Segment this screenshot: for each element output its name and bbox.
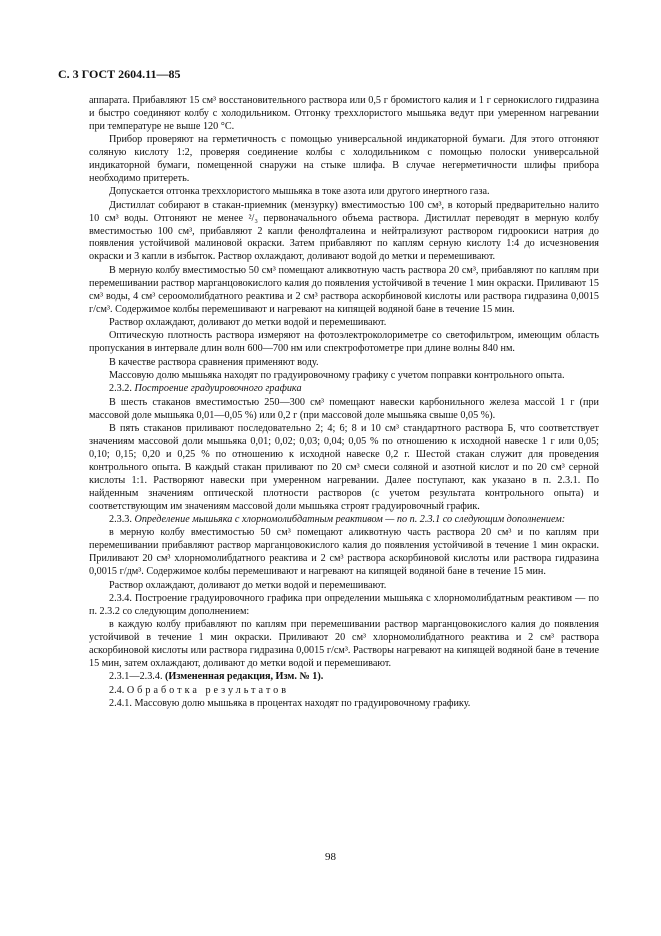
paragraph: Прибор проверяют на герметичность с помощью универсальной индикаторной бумаги. Для этого отгоняют соляную кислоту 1:2, проверяя соединение колбы с холодильником с помощью полоски универсальной индикаторной бумаги, помещенной снаружи на стыке шлифа. В случае негерметичности шлифы прибора необходимо притереть. xyxy=(89,134,599,184)
paragraph: 2.4.1. Массовую долю мышьяка в процентах находят по градуировочному графику. xyxy=(109,698,471,710)
section-heading-2-4 xyxy=(89,685,599,698)
paragraph: Оптическую плотность раствора измеряют на фотоэлектроколориметре со светофильтром, имеющим область пропускания в интервале длин волн 600—700 нм или спектрофотометре при длине волны 840 нм. xyxy=(89,330,599,355)
paragraph: В пять стаканов приливают последовательно 2; 4; 6; 8 и 10 см³ стандартного раствора Б, что соответствует значениям массовой доли мышьяка 0,01; 0,02; 0,03; 0,04; 0,05 % по отношению к исходной навеске 1 г или 0,05; 0,10; 0,15; 0,20 и 0,25 % по отношению к исходной навеске 0,2 г. Шестой стакан служит для проведения контрольного опыта. В каждый стакан приливают по 20 см³ смеси соляной и азотной кислот и по 20 см³ серной кислоты 1:1. Растворяют навески при умеренном нагревании. Далее поступают, как указано в п. 2.3.1. По найденным значениям оптической плотности растворов (с учетом результата контрольного опыта) и соответствующим им значениям массовой доли мышьяка строят градуировочный график. xyxy=(89,423,599,512)
amendment-note xyxy=(89,671,599,684)
section-heading-2-3-3 xyxy=(89,514,599,527)
paragraph: Массовую долю мышьяка находят по градуировочному графику с учетом поправки контрольного опыта. xyxy=(109,370,565,382)
paragraph: В качестве раствора сравнения применяют воду. xyxy=(109,356,319,368)
section-title: Обработка результатов xyxy=(126,684,290,696)
amendment-prefix: 2.3.1—2.3.4. xyxy=(109,671,163,683)
section-number: 2.4. xyxy=(109,684,125,696)
section-title: Построение градуировочного графика xyxy=(134,383,302,395)
paragraph: Дистиллат собирают в стакан-приемник (мензурку) вместимостью 100 см³, в который предварительно налито 10 см³ воды. Отгоняют не менее ²/₃ первоначального объема раствора. Дистиллат переводят в мерную колбу вместимостью 100 см³, прибавляют 2 капли фенолфталеина и нейтрализуют раствором гидроокиси натрия до появления устойчивой малиновой окраски. Затем прибавляют по каплям серную кислоту 1:4 до исчезновения окраски и 3 капли в избыток. Раствор охлаждают, доливают водой до метки и перемешивают. xyxy=(89,199,599,263)
page-header: С. 3 ГОСТ 2604.11—85 xyxy=(58,67,181,81)
paragraph: 2.3.4. Построение градуировочного графика при определении мышьяка с хлорномолибдатным реактивом — по п. 2.3.2 со следующим дополнением: xyxy=(89,592,599,617)
paragraph: Допускается отгонка треххлористого мышьяка в токе азота или другого инертного газа. xyxy=(109,186,490,198)
amendment-text: (Измененная редакция, Изм. № 1). xyxy=(165,671,324,683)
paragraph: в каждую колбу прибавляют по каплям при перемешивании раствор марганцовокислого калия до появления устойчивой в течение 1 мин окраски. Приливают 20 см³ хлорномолибдатного реактива и 2 см³ раствора аскорбиновой кислоты или раствора гидразина 0,0015 г/см³. Растворы нагревают на кипящей водяной бане в течение 15 мин, затем охлаждают, доливают до метки водой и перемешивают. xyxy=(89,619,599,669)
paragraph: аппарата. Прибавляют 15 см³ восстановительного раствора или 0,5 г бромистого калия и 1 г сернокислого гидразина и быстро соединяют колбу с холодильником. Отгонку треххлористого мышьяка ведут при умеренном нагревании при температуре не выше 120 °С. xyxy=(89,95,599,132)
paragraph: Раствор охлаждают, доливают до метки водой и перемешивают. xyxy=(109,579,387,591)
section-number: 2.3.2. xyxy=(109,383,132,395)
paragraph: в мерную колбу вместимостью 50 см³ помещают аликвотную часть раствора 20 см³ и по каплям при перемешивании прибавляют раствор марганцовокислого калия до появления устойчивой в течение 1 мин окраски. Приливают 20 см³ хлорномолибдатного реактива и 2 см³ раствора аскорбиновой кислоты или раствора гидразина 0,0015 г/дм³. Содержимое колбы перемешивают и нагревают на кипящей водяной бане в течение 15 мин. xyxy=(89,527,599,578)
section-number: 2.3.3. xyxy=(109,514,132,525)
body-text xyxy=(89,95,599,711)
paragraph: В шесть стаканов вместимостью 250—300 см³ помещают навески карбонильного железа массой 1 г (при массовой доле мышьяка 0,01—0,05 %) или 0,2 г (при массовой доле мышьяка свыше 0,05 %). xyxy=(89,396,599,421)
paragraph: В мерную колбу вместимостью 50 см³ помещают аликвотную часть раствора 20 см³, прибавляют по каплям при перемешивании раствор марганцовокислого калия до появления устойчивой в течение 1 мин окраски. Приливают 15 см³ воды, 4 см³ сероомолибдатного реактива и 2 см³ раствора аскорбиновой кислоты или раствора гидразина 0,0015 г/см³. Содержимое колбы перемешивают и нагревают на кипящей водяной бане в течение 15 мин. xyxy=(89,264,599,315)
paragraph: Раствор охлаждают, доливают до метки водой и перемешивают. xyxy=(109,316,387,328)
section-heading-2-3-2 xyxy=(89,383,599,396)
section-title: Определение мышьяка с хлорномолибдатным реактивом — по п. 2.3.1 со следующим дополнением: xyxy=(134,514,566,525)
page-number: 98 xyxy=(325,851,336,863)
